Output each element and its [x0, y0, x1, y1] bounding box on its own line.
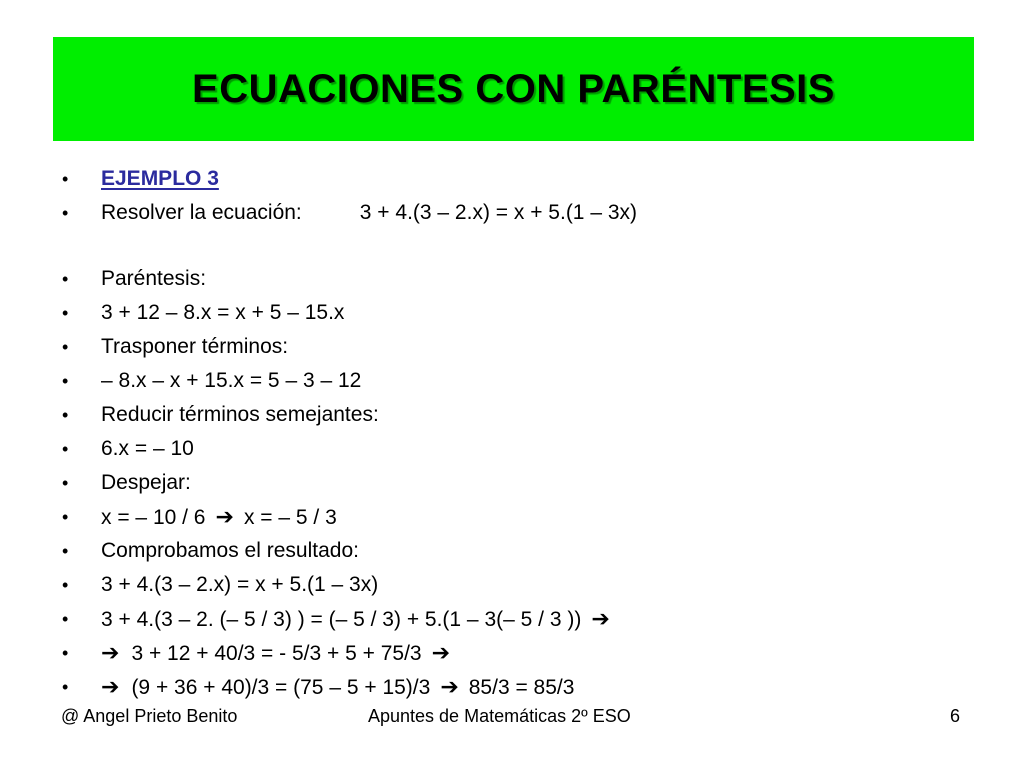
slide-footer: [0, 706, 1024, 730]
step-result: 6.x = – 10: [101, 437, 194, 460]
check-line-text: (9 + 36 + 40)/3 = (75 – 5 + 15)/3: [131, 676, 431, 699]
step-result: – 8.x – x + 15.x = 5 – 3 – 12: [101, 369, 362, 392]
bullet-example-heading: [0, 162, 1024, 196]
resolve-label: Resolver la ecuación:: [101, 201, 302, 224]
bullet-marker: •: [62, 303, 69, 323]
bullet-parentheses-result: [0, 296, 1024, 330]
bullet-marker: •: [62, 507, 69, 527]
bullet-check-line-4: [0, 670, 1024, 704]
step-result: [101, 500, 337, 535]
check-line: [101, 636, 460, 671]
check-final-result: 85/3 = 85/3: [468, 676, 575, 699]
footer-course: Apuntes de Matemáticas 2º ESO: [368, 706, 631, 726]
check-line: [101, 602, 620, 637]
bullet-marker: •: [62, 405, 69, 425]
check-line: [101, 670, 574, 705]
bullet-transpose-label: [0, 330, 1024, 364]
resolve-equation: 3 + 4.(3 – 2.x) = x + 5.(1 – 3x): [359, 201, 638, 224]
bullet-marker: •: [62, 439, 69, 459]
right-arrow-icon: ➔: [440, 674, 459, 699]
check-line-text: 3 + 4.(3 – 2. (– 5 / 3) ) = (– 5 / 3) + 5.(1 – 3(– 5 / 3 )): [101, 608, 582, 631]
bullet-marker: •: [62, 677, 69, 697]
bullet-blank: [0, 230, 1024, 262]
bullet-check-line-1: [0, 568, 1024, 602]
check-line: 3 + 4.(3 – 2.x) = x + 5.(1 – 3x): [101, 573, 379, 596]
bullet-marker: •: [62, 203, 69, 223]
bullet-text: [101, 196, 637, 230]
bullet-parentheses-label: [0, 262, 1024, 296]
footer-page-number: 6: [950, 706, 961, 726]
footer-author: @ Angel Prieto Benito: [61, 706, 238, 726]
bullet-marker: •: [62, 337, 69, 357]
step-result: 3 + 12 – 8.x = x + 5 – 15.x: [101, 301, 345, 324]
right-arrow-icon: ➔: [101, 640, 120, 665]
step-label: Trasponer términos:: [101, 335, 289, 358]
step-label: Despejar:: [101, 471, 191, 494]
step-label: Reducir términos semejantes:: [101, 403, 379, 426]
step-label: Comprobamos el resultado:: [101, 539, 359, 562]
right-arrow-icon: ➔: [431, 640, 451, 665]
bullet-resolve: [0, 196, 1024, 230]
check-line-text: 3 + 12 + 40/3 = - 5/3 + 5 + 75/3: [131, 642, 422, 665]
right-arrow-icon: ➔: [591, 606, 610, 631]
bullet-check-label: [0, 534, 1024, 568]
bullet-reduce-label: [0, 398, 1024, 432]
step-label: Paréntesis:: [101, 267, 207, 290]
slide-title: ECUACIONES CON PARÉNTESIS: [192, 66, 835, 111]
bullet-isolate-label: [0, 466, 1024, 500]
bullet-check-line-2: [0, 602, 1024, 636]
bullet-marker: •: [62, 269, 69, 289]
bullet-marker: •: [62, 643, 69, 663]
isolate-first: x = – 10 / 6: [101, 506, 206, 529]
right-arrow-icon: ➔: [101, 674, 120, 699]
bullet-marker: •: [62, 575, 69, 595]
right-arrow-icon: ➔: [215, 504, 234, 529]
title-banner: [53, 37, 974, 141]
bullet-transpose-result: [0, 364, 1024, 398]
bullet-marker: •: [62, 541, 69, 561]
bullet-marker: •: [62, 371, 69, 391]
bullet-check-line-3: [0, 636, 1024, 670]
bullet-marker: •: [62, 473, 69, 493]
isolate-second: x = – 5 / 3: [243, 506, 337, 529]
example-heading-link[interactable]: EJEMPLO 3: [101, 167, 219, 190]
bullet-marker: •: [62, 609, 69, 629]
bullet-marker: •: [62, 169, 69, 189]
bullet-reduce-result: [0, 432, 1024, 466]
bullet-isolate-result: [0, 500, 1024, 534]
bullet-list: [0, 162, 1024, 704]
